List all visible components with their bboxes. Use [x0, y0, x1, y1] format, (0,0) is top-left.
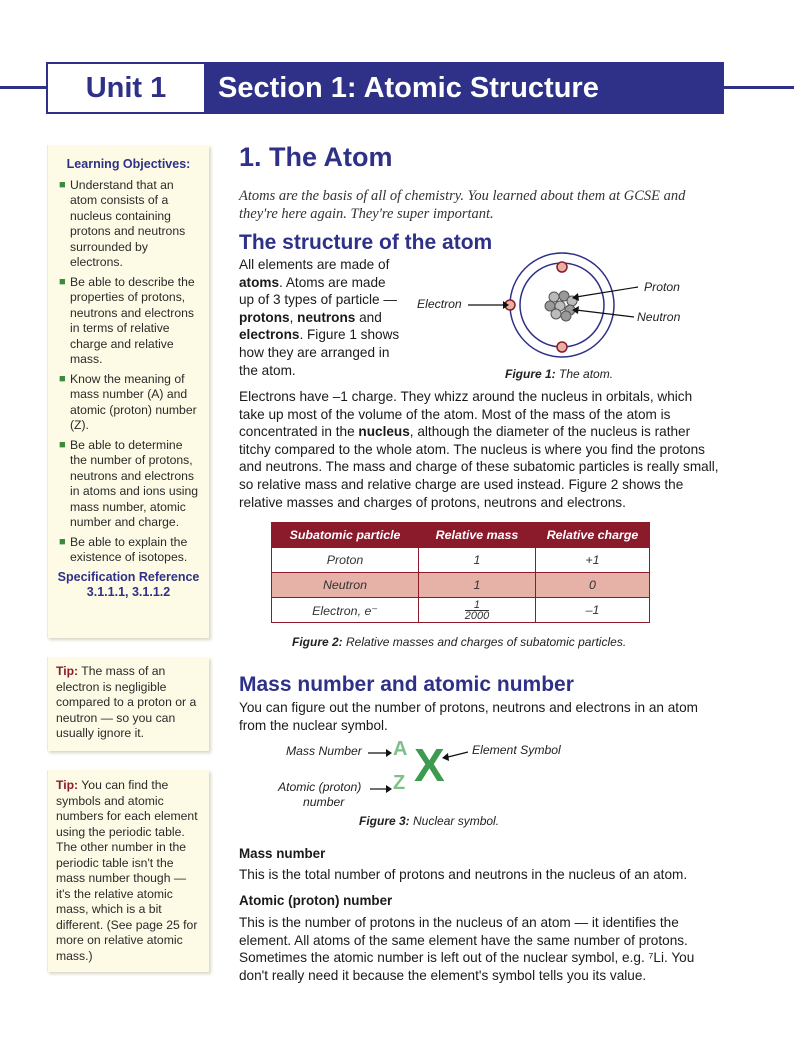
symbol-x: X — [414, 739, 445, 791]
mass-number-text: This is the total number of protons and neutrons in the nucleus of an atom. — [239, 867, 688, 882]
spec-reference-label: Specification Reference — [57, 569, 200, 584]
tip-box-periodic-table — [47, 770, 209, 972]
section-title: Section 1: Atomic Structure — [206, 62, 724, 114]
figure2-caption: Figure 2: Relative masses and charges of subatomic particles. — [292, 635, 627, 649]
intro-text: Atoms are the basis of all of chemistry. You learned about them at GCSE and they're here again. They're super important. — [239, 188, 686, 222]
heading-mass-atomic-number: Mass number and atomic number — [239, 673, 574, 696]
subheading-atomic-number: Atomic (proton) number — [239, 893, 393, 908]
table-row: Neutron 1 0 — [272, 573, 650, 598]
bullet-icon: ■ — [59, 178, 66, 191]
table-row: Proton 1 +1 — [272, 548, 650, 573]
label-electron: Electron — [417, 297, 462, 311]
tip-box-electron-mass — [47, 657, 209, 751]
fraction: $\frac{1}{2000}$ — [464, 598, 490, 622]
electron-icon — [557, 342, 567, 352]
bullet-icon: ■ — [59, 535, 66, 548]
label-mass-number: Mass Number — [286, 744, 362, 758]
neutron-arrow — [576, 310, 634, 317]
symbol-a: A — [393, 738, 408, 760]
subatomic-particles-table — [271, 522, 650, 623]
table-header-row — [272, 523, 650, 548]
label-neutron: Neutron — [637, 310, 681, 324]
electron-icon — [557, 262, 567, 272]
tip-label: Tip: — [56, 778, 79, 792]
heading-structure-of-atom: The structure of the atom — [239, 231, 493, 254]
bullet-icon: ■ — [59, 438, 66, 451]
page-title: 1. The Atom — [239, 142, 393, 172]
structure-paragraph: All elements are made of atoms. Atoms are made up of 3 types of particle — protons, neutrons and electrons. Figure 1 shows how they are arranged in the atom. — [239, 257, 400, 378]
spec-reference-codes: 3.1.1.1, 3.1.1.2 — [86, 584, 171, 599]
tip-label: Tip: — [56, 664, 79, 678]
header-rule-left — [0, 86, 48, 89]
list-item: ■ Be able to describe the properties of protons, neutrons and electrons in terms of relative charge and relative mass. — [59, 274, 195, 366]
list-item: ■ Know the meaning of mass number (A) and atomic (proton) number (Z). — [59, 371, 197, 432]
table-row: Electron, e⁻ $\frac{1}{2000}$ –1 — [272, 598, 650, 623]
label-atomic-number-line2: number — [303, 795, 345, 809]
atomic-number-text: This is the number of protons in the nucleus of an atom — it identifies the element. All atoms of the same element have the same number of protons. Sometimes the atomic number is left out of the nuclear symbol, e.g. ⁷Li. You don't really need it because the element's symbol tells you its value. — [239, 915, 695, 983]
tip-text: You can find the symbols and atomic numbers for each element using the periodic table. The other number in the periodic table isn't the mass number though — it's the relative atomic mass, which is a bit different. (See page 25 for more on relative atomic mass.) — [56, 778, 198, 963]
bullet-icon: ■ — [59, 275, 66, 288]
mass-section-intro: You can figure out the number of protons, neutrons and electrons in an atom from the nuclear symbol. — [239, 700, 698, 733]
list-item: ■ Understand that an atom consists of a nucleus containing protons and neutrons surrounded by electrons. — [59, 177, 186, 269]
learning-objectives-box — [47, 145, 209, 638]
column-header: Relative charge — [536, 523, 650, 548]
subheading-mass-number: Mass number — [239, 846, 326, 861]
list-item: ■ Be able to explain the existence of isotopes. — [59, 534, 188, 564]
unit-label: Unit 1 — [46, 62, 206, 114]
figure3-caption: Figure 3: Nuclear symbol. — [359, 814, 500, 828]
list-item: ■ Be able to determine the number of protons, neutrons and electrons in atoms and ions using mass number, atomic number and charge. — [59, 437, 199, 529]
label-atomic-number: Atomic (proton) — [278, 780, 362, 794]
tip-text: The mass of an electron is negligible compared to a proton or a neutron — so you can usually ignore it. — [56, 664, 197, 740]
label-element-symbol: Element Symbol — [472, 743, 561, 757]
nucleus-icon — [545, 291, 577, 321]
label-proton: Proton — [644, 280, 680, 294]
electrons-paragraph: Electrons have –1 charge. They whizz around the nucleus in orbitals, which take up most of the volume of the atom. Most of the mass of the atom is concentrated in the nucleus, although the diameter of the nucleus is rather titchy compared to the whole atom. The nucleus is where you find the protons and neutrons. The mass and charge of these subatomic particles is really small, so relative mass and relative charge are used instead. Figure 2 shows the relative masses and charges of protons, neutrons and electrons. — [239, 389, 719, 510]
proton-arrow — [576, 287, 638, 297]
column-header: Relative mass — [419, 523, 536, 548]
symbol-z: Z — [393, 772, 406, 794]
header-rule-right — [722, 86, 794, 89]
learning-objectives-list — [56, 178, 201, 566]
bullet-icon: ■ — [59, 372, 66, 385]
column-header: Subatomic particle — [272, 523, 419, 548]
learning-objectives-title: Learning Objectives: — [66, 157, 191, 171]
figure1-caption: Figure 1: The atom. — [505, 367, 614, 381]
